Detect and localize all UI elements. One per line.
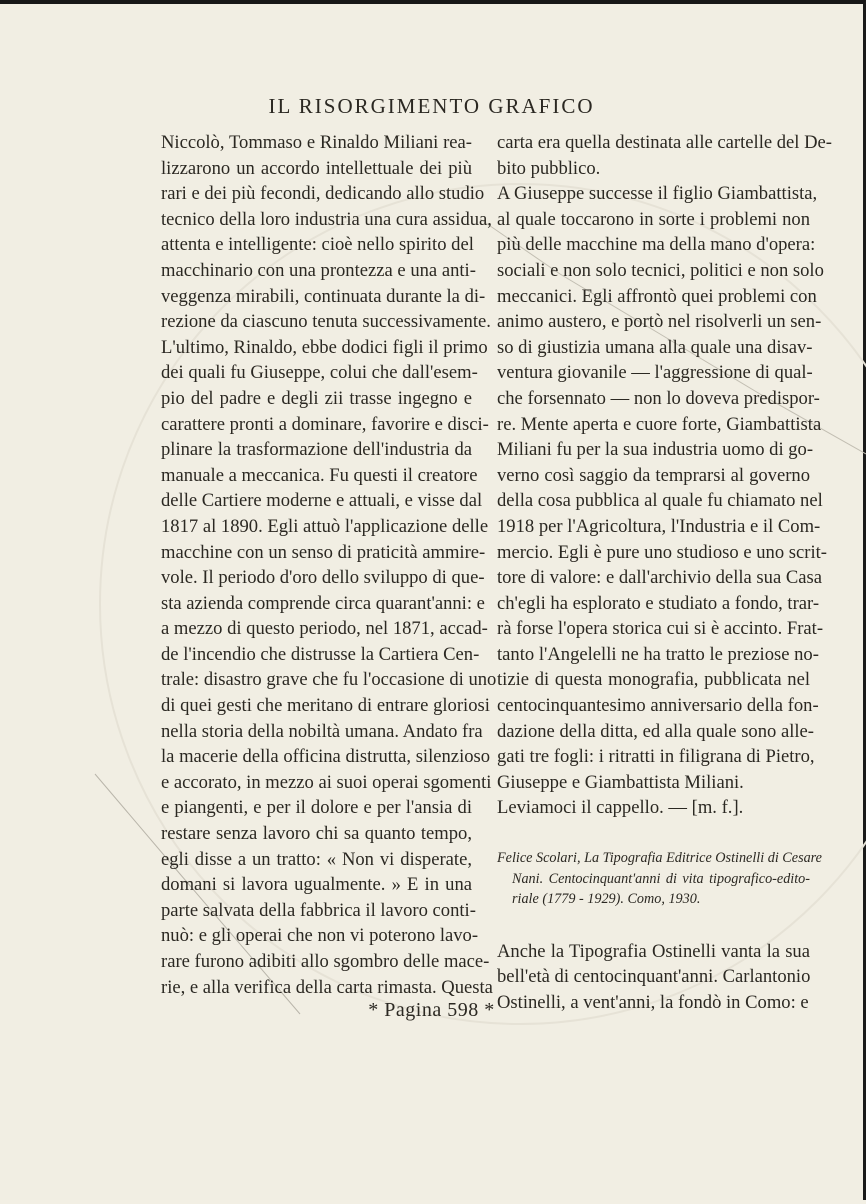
text-line: sta azienda comprende circa quarant'anni: e [161, 592, 485, 614]
text-line: ventura giovanile — l'aggressione di qual- [497, 362, 813, 384]
text-line: egli disse a un tratto: « Non vi disperate, [161, 848, 472, 870]
text-line: tizie di questa monografia, pubblicata nel [497, 669, 810, 691]
text-line: Leviamoci il cappello. — [m. f.]. [497, 797, 744, 819]
text-line: carta era quella destinata alle cartelle del De- [497, 132, 832, 153]
text-line: delle Cartiere moderne e attuali, e visse dal [161, 490, 483, 512]
text-line: parte salvata della fabbrica il lavoro conti- [161, 899, 476, 921]
text-line: riale (1779 - 1929). Como, 1930. [512, 891, 701, 908]
text-line: restare senza lavoro chi sa quanto tempo, [161, 823, 472, 845]
text-line: plinare la trasformazione dell'industria da [161, 439, 472, 461]
text-line: sociali e non solo tecnici, politici e non solo [497, 259, 824, 281]
text-line: mercio. Egli è pure uno studioso e uno scrit- [497, 541, 827, 563]
text-line: trale: disastro grave che fu l'occasione di uno [161, 669, 497, 691]
book-citation [497, 848, 822, 910]
text-line: Nani. Centocinquant'anni di vita tipografico-edito- [512, 870, 810, 887]
text-line: tanto l'Angelelli ne ha tratto le preziose no- [497, 643, 819, 665]
text-line: più delle macchine ma della mano d'opera: [497, 234, 816, 256]
text-line: carattere pronti a dominare, favorire e disci- [161, 413, 489, 435]
text-line: vole. Il periodo d'oro dello sviluppo di que- [161, 567, 485, 589]
text-line: ch'egli ha esplorato e studiato a fondo, trar- [497, 592, 820, 614]
text-line: attenta e intelligente: cioè nello spirito del [161, 234, 474, 256]
text-line: della cosa pubblica al quale fu chiamato nel [497, 490, 823, 512]
text-line: rare furono adibiti allo sgombro delle mace- [161, 951, 490, 972]
text-line: de l'incendio che distrusse la Cartiera Cen- [161, 643, 480, 665]
text-line: macchinario con una prontezza e una anti- [161, 259, 476, 281]
text-line: rari e dei più fecondi, dedicando allo studio [161, 183, 485, 205]
text-line: Felice Scolari, La Tipografia Editrice Ostinelli di Cesare [497, 850, 822, 867]
text-line: manuale a meccanica. Fu questi il creatore [161, 464, 478, 486]
text-line: nella storia della nobiltà umana. Andato fra [161, 720, 483, 742]
text-line: e accorato, in mezzo ai suoi operai sgomenti [161, 771, 492, 793]
text-line: Giuseppe e Giambattista Miliani. [497, 771, 744, 793]
text-line: gati tre fogli: i ritratti in filigrana di Pietro, [497, 746, 815, 768]
text-line: a mezzo di questo periodo, nel 1871, accad- [161, 618, 488, 640]
text-line: la macerie della officina distrutta, silenzioso [161, 746, 491, 768]
text-line: meccanici. Egli affrontò quei problemi con [497, 285, 817, 307]
text-line: pio del padre e degli zii trasse ingegno e [161, 387, 472, 409]
text-line: Niccolò, Tommaso e Rinaldo Miliani rea- [161, 132, 472, 153]
text-line: re. Mente aperta e cuore forte, Giambattista [497, 413, 822, 435]
text-line: dei quali fu Giuseppe, colui che dall'esem- [161, 362, 478, 384]
text-line: 1817 al 1890. Egli attuò l'applicazione delle [161, 515, 489, 537]
text-line: L'ultimo, Rinaldo, ebbe dodici figli il primo [161, 336, 488, 358]
text-line: tecnico della loro industria una cura assidua, [161, 208, 492, 230]
running-header: IL RISORGIMENTO GRAFICO [268, 94, 595, 118]
text-line: macchine con un senso di praticità ammire- [161, 541, 486, 563]
text-line: animo austero, e portò nel risolverli un sen- [497, 311, 822, 333]
text-line: centocinquantesimo anniversario della fon- [497, 695, 819, 717]
left-column [161, 130, 497, 1000]
text-line: lizzarono un accordo intellettuale dei più [161, 157, 472, 179]
text-line: e piangenti, e per il dolore e per l'ansia di [161, 797, 472, 819]
right-column-text [497, 130, 832, 821]
text-line: domani si lavora ugualmente. » E in una [161, 874, 472, 896]
text-line: Ostinelli, a vent'anni, la fondò in Como: e [497, 991, 809, 1013]
text-line: 1918 per l'Agricoltura, l'Industria e il Com- [497, 515, 821, 537]
text-line: rezione da ciascuno tenuta successivamente. [161, 311, 491, 333]
text-line: di quei gesti che meritano di entrare gloriosi [161, 695, 490, 717]
text-line: al quale toccarono in sorte i problemi non [497, 208, 810, 230]
text-line: bito pubblico. [497, 157, 601, 179]
text-line: rà forse l'opera storica cui si è accinto. Frat- [497, 618, 824, 640]
text-line: nuò: e gli operai che non vi poterono lavo- [161, 925, 479, 947]
text-line: che forsennato — non lo doveva predispor- [497, 387, 820, 409]
page-number: * Pagina 598 * [368, 999, 495, 1021]
text-line: tore di valore: e dall'archivio della sua Casa [497, 567, 823, 589]
text-line: Miliani fu per la sua industria uomo di go- [497, 439, 814, 461]
text-line: so di giustizia umana alla quale una disav- [497, 336, 813, 358]
text-line: bell'età di centocinquant'anni. Carlantonio [497, 966, 811, 988]
text-line: A Giuseppe successe il figlio Giambattista, [497, 183, 818, 205]
text-line: rie, e alla verifica della carta rimasta. Questa [161, 976, 493, 998]
text-line: veggenza mirabili, continuata durante la di- [161, 285, 486, 307]
text-line: verno così saggio da temprarsi al governo [497, 464, 810, 486]
right-column [497, 130, 832, 1015]
text-line: Anche la Tipografia Ostinelli vanta la sua [497, 940, 810, 962]
text-line: dazione della ditta, ed alla quale sono alle- [497, 720, 814, 742]
